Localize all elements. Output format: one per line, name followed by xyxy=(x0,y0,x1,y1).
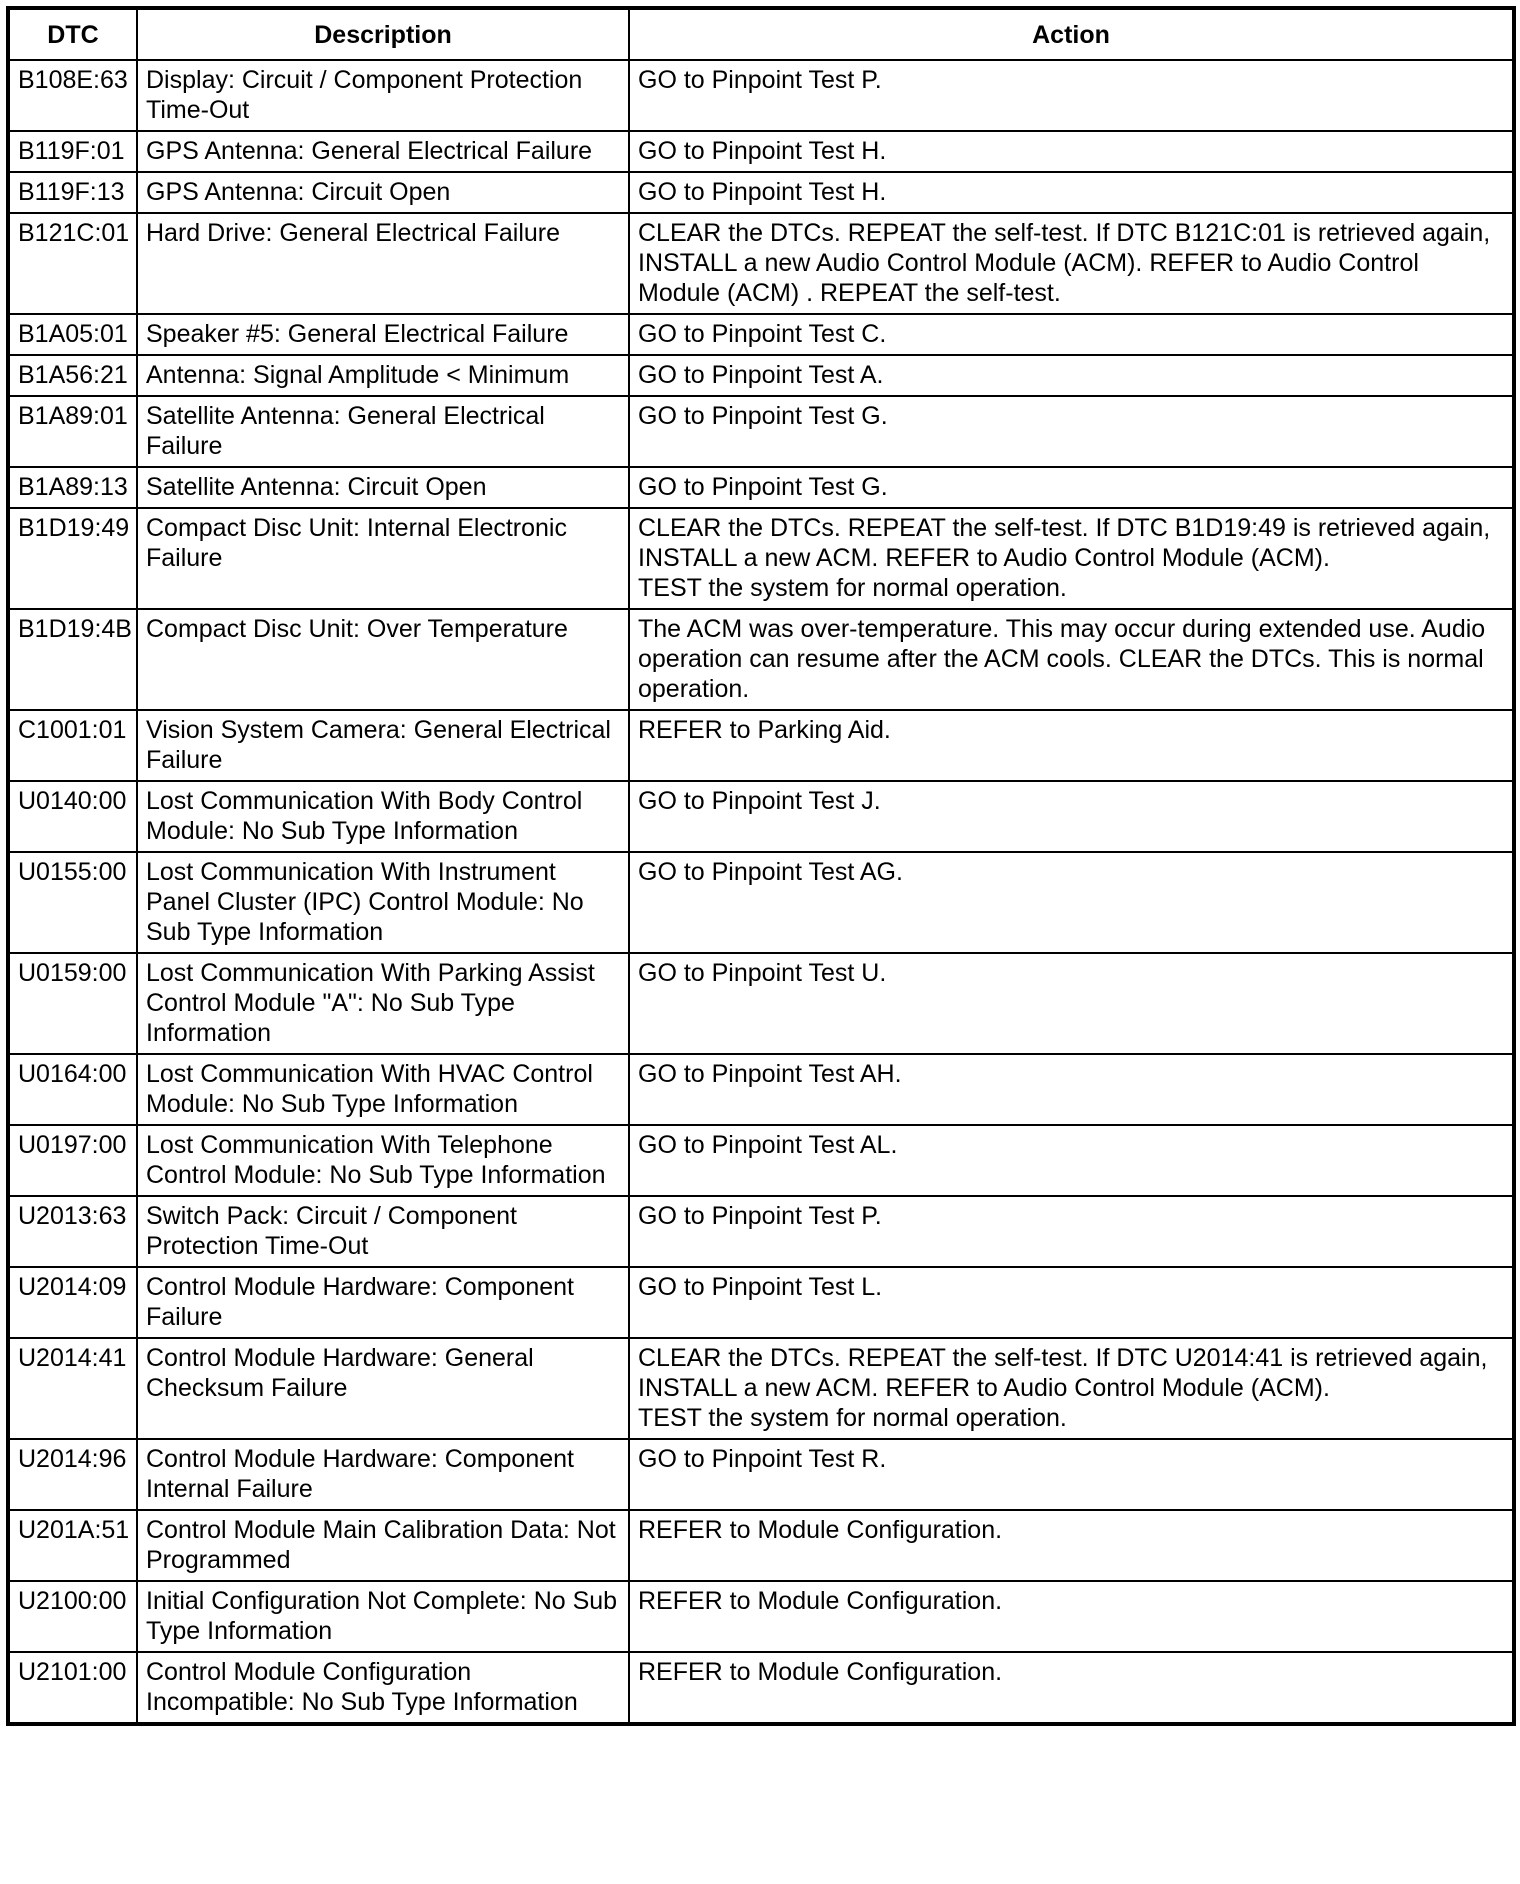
header-description: Description xyxy=(137,8,629,60)
table-row xyxy=(8,1125,1514,1196)
header-dtc: DTC xyxy=(8,8,137,60)
description-cell: Hard Drive: General Electrical Failure xyxy=(137,213,629,314)
table-row xyxy=(8,396,1514,467)
table-row xyxy=(8,172,1514,213)
table-row xyxy=(8,1196,1514,1267)
dtc-code-cell: U2014:96 xyxy=(8,1439,137,1510)
dtc-code-cell: U2013:63 xyxy=(8,1196,137,1267)
action-cell: GO to Pinpoint Test C. xyxy=(629,314,1514,355)
action-cell: REFER to Parking Aid. xyxy=(629,710,1514,781)
table-row xyxy=(8,852,1514,953)
dtc-code-cell: B119F:13 xyxy=(8,172,137,213)
table-row xyxy=(8,508,1514,609)
description-cell: Satellite Antenna: Circuit Open xyxy=(137,467,629,508)
dtc-code-cell: B1A05:01 xyxy=(8,314,137,355)
description-cell: Lost Communication With Parking Assist Control Module "A": No Sub Type Information xyxy=(137,953,629,1054)
description-cell: Control Module Hardware: General Checksum Failure xyxy=(137,1338,629,1439)
description-cell: Antenna: Signal Amplitude < Minimum xyxy=(137,355,629,396)
description-cell: Control Module Configuration Incompatible: No Sub Type Information xyxy=(137,1652,629,1724)
table-row xyxy=(8,710,1514,781)
action-cell: GO to Pinpoint Test U. xyxy=(629,953,1514,1054)
action-cell: CLEAR the DTCs. REPEAT the self-test. If DTC U2014:41 is retrieved again, INSTALL a new ACM. REFER to Audio Control Module (ACM). TEST the system for normal operation. xyxy=(629,1338,1514,1439)
dtc-code-cell: U0164:00 xyxy=(8,1054,137,1125)
dtc-table xyxy=(6,6,1516,1726)
description-cell: Compact Disc Unit: Over Temperature xyxy=(137,609,629,710)
table-row xyxy=(8,213,1514,314)
action-cell: GO to Pinpoint Test AG. xyxy=(629,852,1514,953)
description-cell: Control Module Main Calibration Data: Not Programmed xyxy=(137,1510,629,1581)
action-cell: GO to Pinpoint Test P. xyxy=(629,60,1514,131)
description-cell: Lost Communication With HVAC Control Module: No Sub Type Information xyxy=(137,1054,629,1125)
table-row xyxy=(8,781,1514,852)
description-cell: Speaker #5: General Electrical Failure xyxy=(137,314,629,355)
description-cell: GPS Antenna: General Electrical Failure xyxy=(137,131,629,172)
description-cell: GPS Antenna: Circuit Open xyxy=(137,172,629,213)
dtc-code-cell: B119F:01 xyxy=(8,131,137,172)
table-row xyxy=(8,1510,1514,1581)
table-row xyxy=(8,609,1514,710)
dtc-code-cell: B108E:63 xyxy=(8,60,137,131)
dtc-code-cell: U2100:00 xyxy=(8,1581,137,1652)
dtc-code-cell: U2014:09 xyxy=(8,1267,137,1338)
dtc-code-cell: C1001:01 xyxy=(8,710,137,781)
description-cell: Control Module Hardware: Component Internal Failure xyxy=(137,1439,629,1510)
description-cell: Lost Communication With Body Control Module: No Sub Type Information xyxy=(137,781,629,852)
table-row xyxy=(8,467,1514,508)
action-cell: CLEAR the DTCs. REPEAT the self-test. If DTC B121C:01 is retrieved again, INSTALL a new Audio Control Module (ACM). REFER to Audio Control Module (ACM) . REPEAT the self-test. xyxy=(629,213,1514,314)
table-row xyxy=(8,953,1514,1054)
action-cell: The ACM was over-temperature. This may occur during extended use. Audio operation can resume after the ACM cools. CLEAR the DTCs. This is normal operation. xyxy=(629,609,1514,710)
action-cell: GO to Pinpoint Test G. xyxy=(629,467,1514,508)
description-cell: Switch Pack: Circuit / Component Protection Time-Out xyxy=(137,1196,629,1267)
action-cell: GO to Pinpoint Test G. xyxy=(629,396,1514,467)
action-cell: GO to Pinpoint Test AH. xyxy=(629,1054,1514,1125)
action-cell: GO to Pinpoint Test R. xyxy=(629,1439,1514,1510)
description-cell: Vision System Camera: General Electrical Failure xyxy=(137,710,629,781)
table-row xyxy=(8,1338,1514,1439)
dtc-code-cell: U201A:51 xyxy=(8,1510,137,1581)
action-cell: GO to Pinpoint Test L. xyxy=(629,1267,1514,1338)
dtc-code-cell: U0159:00 xyxy=(8,953,137,1054)
action-cell: GO to Pinpoint Test J. xyxy=(629,781,1514,852)
dtc-code-cell: U0140:00 xyxy=(8,781,137,852)
dtc-code-cell: U0197:00 xyxy=(8,1125,137,1196)
dtc-code-cell: B1D19:4B xyxy=(8,609,137,710)
action-cell: GO to Pinpoint Test A. xyxy=(629,355,1514,396)
table-row xyxy=(8,60,1514,131)
dtc-code-cell: U0155:00 xyxy=(8,852,137,953)
table-row xyxy=(8,131,1514,172)
dtc-code-cell: B1A89:01 xyxy=(8,396,137,467)
action-cell: REFER to Module Configuration. xyxy=(629,1510,1514,1581)
action-cell: REFER to Module Configuration. xyxy=(629,1581,1514,1652)
description-cell: Satellite Antenna: General Electrical Failure xyxy=(137,396,629,467)
header-action: Action xyxy=(629,8,1514,60)
table-row xyxy=(8,1054,1514,1125)
table-row xyxy=(8,1652,1514,1724)
action-cell: CLEAR the DTCs. REPEAT the self-test. If DTC B1D19:49 is retrieved again, INSTALL a new ACM. REFER to Audio Control Module (ACM). TEST the system for normal operation. xyxy=(629,508,1514,609)
dtc-document xyxy=(6,6,1512,1726)
dtc-code-cell: B1D19:49 xyxy=(8,508,137,609)
table-row xyxy=(8,355,1514,396)
action-cell: GO to Pinpoint Test AL. xyxy=(629,1125,1514,1196)
action-cell: GO to Pinpoint Test H. xyxy=(629,131,1514,172)
dtc-code-cell: B1A56:21 xyxy=(8,355,137,396)
action-cell: GO to Pinpoint Test H. xyxy=(629,172,1514,213)
description-cell: Initial Configuration Not Complete: No Sub Type Information xyxy=(137,1581,629,1652)
table-row xyxy=(8,1267,1514,1338)
dtc-code-cell: U2101:00 xyxy=(8,1652,137,1724)
description-cell: Display: Circuit / Component Protection Time-Out xyxy=(137,60,629,131)
action-cell: REFER to Module Configuration. xyxy=(629,1652,1514,1724)
description-cell: Compact Disc Unit: Internal Electronic Failure xyxy=(137,508,629,609)
action-cell: GO to Pinpoint Test P. xyxy=(629,1196,1514,1267)
table-row xyxy=(8,1439,1514,1510)
table-row xyxy=(8,1581,1514,1652)
dtc-code-cell: U2014:41 xyxy=(8,1338,137,1439)
dtc-code-cell: B1A89:13 xyxy=(8,467,137,508)
description-cell: Lost Communication With Telephone Control Module: No Sub Type Information xyxy=(137,1125,629,1196)
table-body xyxy=(8,60,1514,1724)
description-cell: Control Module Hardware: Component Failure xyxy=(137,1267,629,1338)
description-cell: Lost Communication With Instrument Panel Cluster (IPC) Control Module: No Sub Type Information xyxy=(137,852,629,953)
header-row xyxy=(8,8,1514,60)
table-row xyxy=(8,314,1514,355)
dtc-code-cell: B121C:01 xyxy=(8,213,137,314)
